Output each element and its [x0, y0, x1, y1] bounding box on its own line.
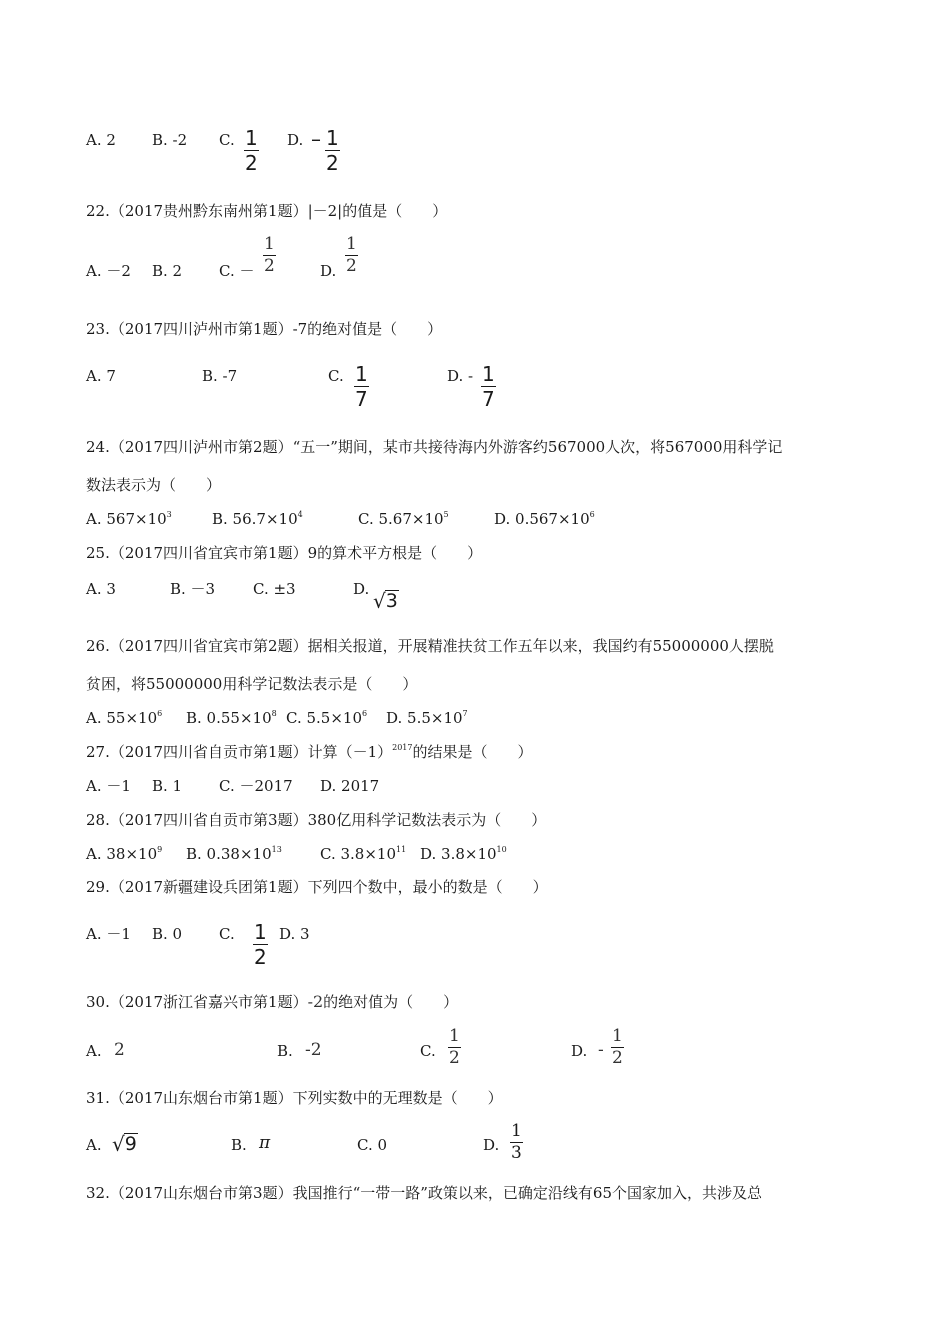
- q24-option-b: B. $56.7\times 10^4$: [212, 510, 303, 528]
- q21-option-d-sign: –: [311, 127, 321, 151]
- q21-option-b: B. -2: [152, 131, 188, 149]
- q23-option-d-fraction: 1 7: [482, 362, 495, 411]
- q29-option-b: B. 0: [152, 925, 183, 943]
- q30-option-b: B.: [277, 1042, 293, 1060]
- q27-option-a: A. －1: [86, 777, 131, 795]
- q21-option-d-fraction: 1 2: [326, 126, 339, 175]
- q23-stem: 23.（2017四川泸州市第1题）-7的绝对值是（ ）: [86, 320, 443, 338]
- q29-option-c: C.: [219, 925, 235, 943]
- q22-option-d: D.: [320, 262, 337, 280]
- q21-option-a: A. 2: [86, 131, 116, 149]
- q25-option-a: A. 3: [86, 580, 116, 598]
- q26-option-a: A. $55\times 10^6$: [86, 709, 163, 727]
- q26-option-b: B. $0.55\times 10^8$: [186, 709, 277, 727]
- q25-option-d: D.: [353, 580, 370, 598]
- q21-option-c-fraction: 1 2: [245, 126, 258, 175]
- q25-option-d-sqrt: √ 3: [373, 589, 398, 613]
- q31-option-d: D.: [483, 1136, 500, 1154]
- q31-option-d-fraction: 1 3: [511, 1121, 522, 1163]
- q32-stem: 32.（2017山东烟台市第3题）我国推行“一带一路”政策以来，已确定沿线有65个国家加入，共涉及总: [86, 1184, 763, 1202]
- q30-option-d: D.: [571, 1042, 588, 1060]
- q28-option-a: A. $38\times 10^9$: [86, 845, 163, 863]
- q26-stem-line-1: 26.（2017四川省宜宾市第2题）据相关报道，开展精准扶贫工作五年以来，我国约有55000000人摆脱: [86, 637, 774, 655]
- q29-option-a: A. －1: [86, 925, 131, 943]
- q23-option-d: D. -: [447, 367, 474, 385]
- q24-stem-line-1: 24.（2017四川泸州市第2题）“五一”期间，某市共接待海内外游客约567000人次，将567000用科学记: [86, 438, 783, 456]
- q27-option-b: B. 1: [152, 777, 183, 795]
- q27-stem: 27.（2017四川省自贡市第1题）计算$(-1)^{2017}$的结果是（ ）: [86, 743, 533, 761]
- q24-stem-line-2: 数法表示为（ ）: [86, 476, 222, 494]
- q24-option-c: C. $5.67\times 10^5$: [358, 510, 449, 528]
- q24-option-a: A. $567\times 10^3$: [86, 510, 172, 528]
- q22-option-b: B. 2: [152, 262, 183, 280]
- q22-option-a: A. －2: [86, 262, 131, 280]
- q22-option-d-fraction: 1 2: [346, 234, 357, 276]
- q26-stem-line-2: 贫困，将55000000用科学记数法表示是（ ）: [86, 675, 418, 693]
- q30-option-a-value: 2: [114, 1040, 125, 1060]
- q28-option-d: D. $3.8\times 10^{10}$: [420, 845, 507, 863]
- q31-option-a-sqrt: √ 9: [112, 1132, 137, 1156]
- q25-option-b: B. －3: [170, 580, 216, 598]
- q23-option-b: B. -7: [202, 367, 238, 385]
- q26-option-c: C. $5.5\times 10^6$: [286, 709, 368, 727]
- q30-option-c-fraction: 1 2: [449, 1026, 460, 1068]
- q28-option-c: C. $3.8\times 10^{11}$: [320, 845, 407, 863]
- q25-option-c: C. ±3: [253, 580, 296, 598]
- q22-option-c-fraction: 1 2: [264, 234, 275, 276]
- q31-option-b-value: π: [259, 1133, 271, 1153]
- q30-option-d-fraction: 1 2: [612, 1026, 623, 1068]
- q30-option-d-sign: -: [598, 1040, 604, 1060]
- q30-option-b-value: -2: [305, 1040, 322, 1060]
- q23-option-c: C.: [328, 367, 344, 385]
- q30-stem: 30.（2017浙江省嘉兴市第1题）-2的绝对值为（ ）: [86, 992, 459, 1011]
- q29-stem: 29.（2017新疆建设兵团第1题）下列四个数中，最小的数是（ ）: [86, 878, 548, 896]
- q25-stem: 25.（2017四川省宜宾市第1题）9的算术平方根是（ ）: [86, 544, 483, 562]
- q27-option-c: C. －2017: [219, 777, 293, 795]
- q30-option-a: A.: [86, 1042, 102, 1060]
- q28-stem: 28.（2017四川省自贡市第3题）380亿用科学记数法表示为（ ）: [86, 811, 547, 829]
- q21-option-d: D.: [287, 131, 304, 149]
- q21-option-c: C.: [219, 131, 235, 149]
- q31-option-b: B.: [231, 1136, 247, 1154]
- q29-option-c-fraction: 1 2: [254, 920, 267, 969]
- q31-option-a: A.: [86, 1136, 102, 1154]
- q31-stem: 31.（2017山东烟台市第1题）下列实数中的无理数是（ ）: [86, 1089, 503, 1107]
- q24-option-d: D. $0.567\times 10^6$: [494, 510, 595, 528]
- q23-option-a: A. 7: [86, 367, 116, 385]
- q30-option-c: C.: [420, 1042, 436, 1060]
- q23-option-c-fraction: 1 7: [355, 362, 368, 411]
- q22-option-c: C. －: [219, 262, 255, 280]
- q29-option-d: D. 3: [279, 925, 310, 943]
- q31-option-c: C. 0: [357, 1136, 388, 1154]
- q28-option-b: B. $0.38\times 10^{13}$: [186, 845, 282, 863]
- q26-option-d: D. $5.5\times 10^7$: [386, 709, 468, 727]
- q27-option-d: D. 2017: [320, 777, 380, 795]
- q22-stem: 22.（2017贵州黔东南州第1题）|－2|的值是（ ）: [86, 202, 448, 220]
